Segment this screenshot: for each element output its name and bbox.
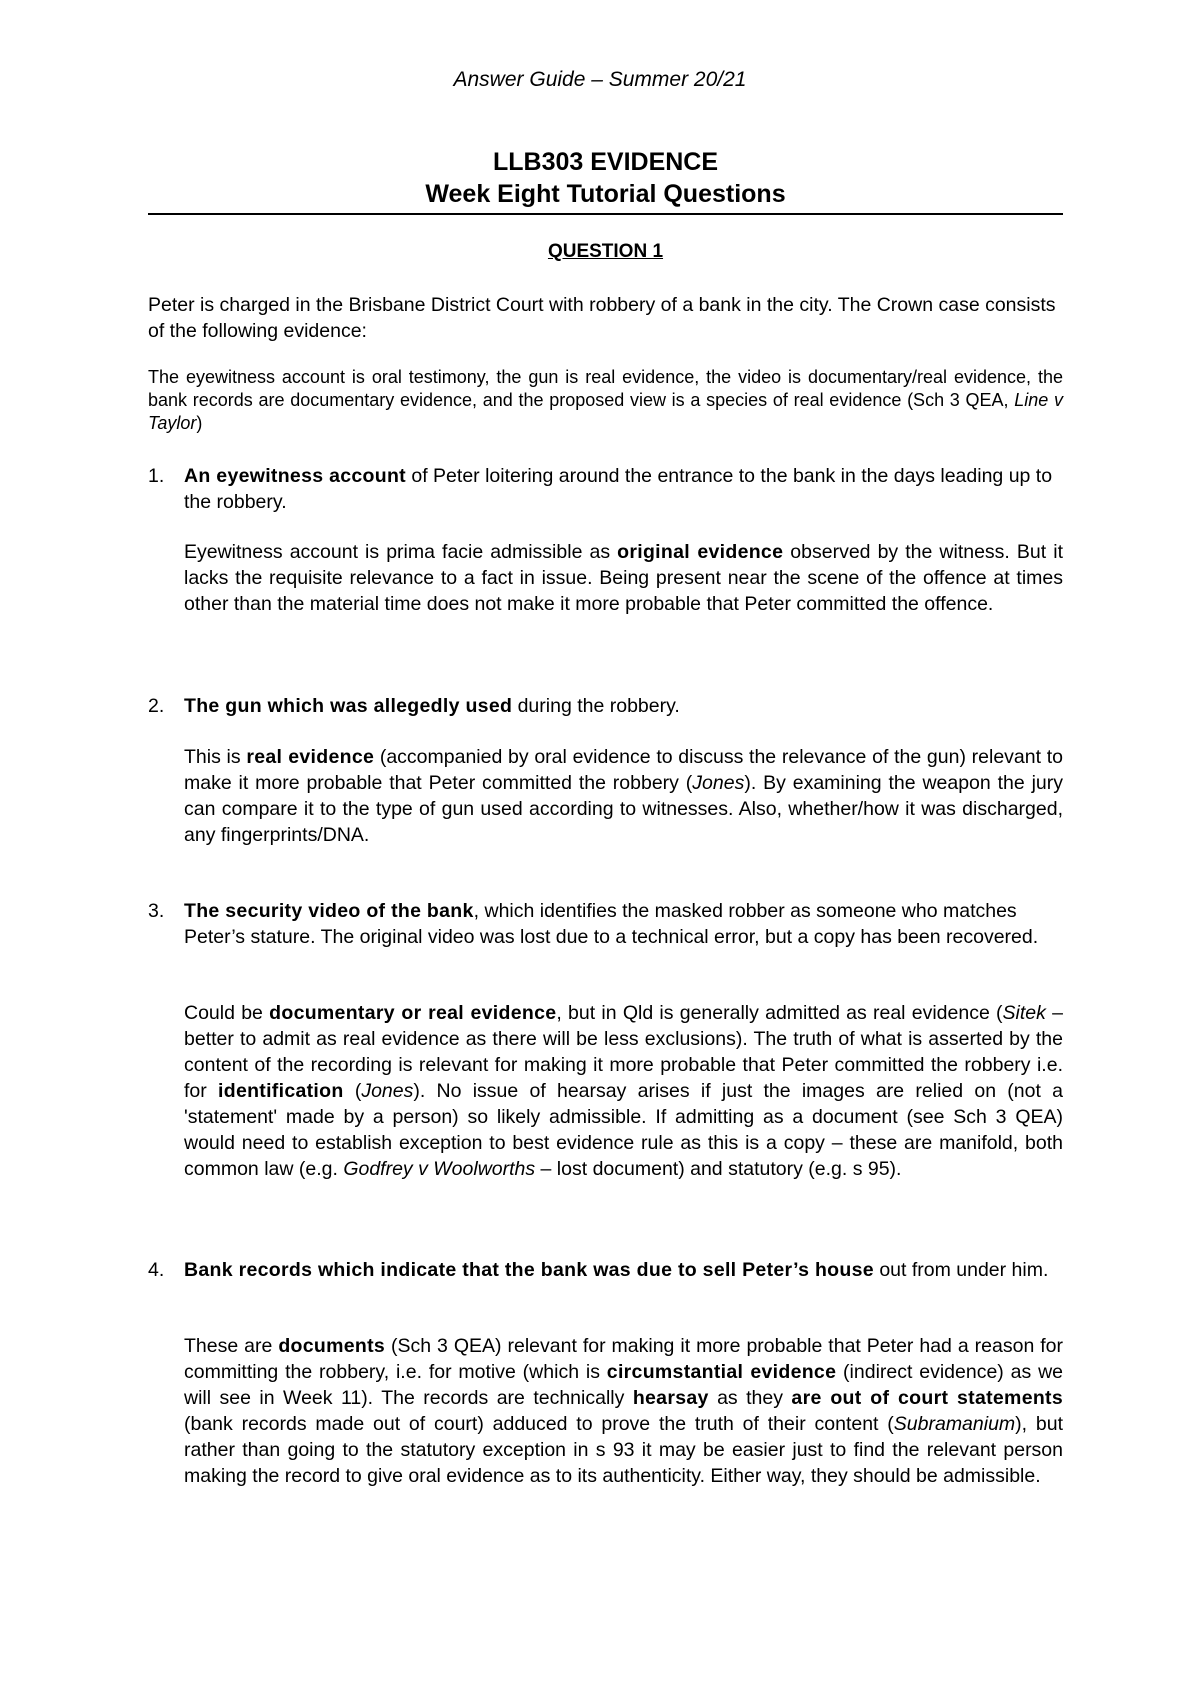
- answer-text: (: [343, 1080, 362, 1102]
- list-item: [148, 693, 1063, 719]
- item-lead: Bank records which indicate that the bank was due to sell Peter’s house: [184, 1259, 874, 1281]
- answer-key-term: circumstantial evidence: [606, 1361, 837, 1383]
- answer-text: Eyewitness account is prima facie admissible as: [184, 541, 618, 563]
- answer-case: Jones: [692, 772, 745, 794]
- item-lead-rest: during the robbery.: [512, 695, 680, 717]
- answer-key-term: original evidence: [617, 541, 784, 563]
- summary-text: The eyewitness account is oral testimony, the gun is real evidence, the video is documentary/real evidence, the bank records are documentary evidence, and the proposed view is a species of real evidence (Sch 3 QEA,: [148, 367, 1063, 410]
- answer-text: These are: [184, 1335, 279, 1357]
- answer-case: Sitek: [1002, 1002, 1046, 1024]
- item-lead: The gun which was allegedly used: [184, 695, 513, 717]
- list-item: [148, 898, 1063, 950]
- item-number: 4.: [148, 1259, 165, 1281]
- item-answer: [184, 744, 1063, 848]
- course-title: LLB303 EVIDENCE: [492, 148, 719, 176]
- answer-text: as they: [708, 1387, 792, 1409]
- answer-text: ), but rather than going to the statutory exception in s 93 it may be easier just to find the relevant person making the record to give oral evidence as to its authenticity. Either way, they should be admissible.: [184, 1413, 1064, 1487]
- answer-case: Jones: [361, 1080, 414, 1102]
- answer-key-term: are out of court statements: [791, 1387, 1063, 1409]
- answer-text: observed by the witness. But it lacks the requisite relevance to a fact in issue. Being present near the scene of the offence at times other than the material time does not make it more probable that Peter committed the offence.: [184, 541, 1064, 615]
- summary-end: ): [196, 413, 203, 433]
- answer-text: – lost document) and statutory (e.g. s 95).: [535, 1158, 902, 1180]
- item-answer: [184, 539, 1063, 617]
- tutorial-title: Week Eight Tutorial Questions: [425, 180, 786, 208]
- question-heading: QUESTION 1: [547, 241, 664, 262]
- answer-text: – better to admit as real evidence as there will be less exclusions). The truth of what is asserted by the content of the recording is relevant for making it more probable that Peter committed the robbery i.e. for: [184, 1002, 1063, 1102]
- answer-text: ). By examining the weapon the jury can compare it to the type of gun used according to witnesses. Also, whether/how it was discharged, any fingerprints/DNA.: [184, 772, 1063, 846]
- item-number: 1.: [148, 465, 165, 487]
- item-answer: [184, 1333, 1063, 1489]
- answer-text: ). No issue of hearsay arises if just the images are relied on (not a 'statement' made by a person) so likely admissible. If admitting as a document (see Sch 3 QEA) would need to establish exception to best evidence rule as this is a copy – these are manifold, both common law (e.g.: [184, 1080, 1063, 1180]
- item-number: 3.: [148, 900, 165, 922]
- item-lead: The security video of the bank: [184, 900, 474, 922]
- answer-text: (accompanied by oral evidence to discuss the relevance of the gun) relevant to make it more probable that Peter committed the robbery (: [184, 746, 1063, 794]
- item-lead: An eyewitness account: [184, 465, 406, 487]
- item-lead-rest: of Peter loitering around the entrance to the bank in the days leading up to the robbery.: [184, 465, 1053, 513]
- answer-case: Godfrey v Woolworths: [343, 1158, 536, 1180]
- answer-case: Subramanium: [893, 1413, 1016, 1435]
- answer-text: , but in Qld is generally admitted as real evidence (: [556, 1002, 1003, 1024]
- answer-guide-header: Answer Guide – Summer 20/21: [453, 68, 747, 91]
- answer-text: (bank records made out of court) adduced to prove the truth of their content (: [184, 1413, 894, 1435]
- answer-key-term: documents: [278, 1335, 386, 1357]
- list-item: [148, 463, 1063, 515]
- evidence-summary: [148, 366, 1063, 435]
- answer-key-term: hearsay: [632, 1387, 709, 1409]
- item-lead-rest: out from under him.: [873, 1259, 1049, 1281]
- item-answer: [184, 1000, 1063, 1182]
- item-number: 2.: [148, 695, 165, 717]
- question-intro: Peter is charged in the Brisbane District Court with robbery of a bank in the city. The Crown case consists of the following evidence:: [148, 294, 1056, 342]
- answer-text: (Sch 3 QEA) relevant for making it more probable that Peter had a reason for committing the robbery, i.e. for motive (which is: [184, 1335, 1064, 1383]
- summary-case: Line v Taylor: [148, 390, 1063, 433]
- answer-key-term: identification: [218, 1080, 344, 1102]
- answer-text: (indirect evidence) as we will see in Week 11). The records are technically: [184, 1361, 1063, 1409]
- list-item: [148, 1257, 1063, 1283]
- answer-key-term: real evidence: [246, 746, 375, 768]
- answer-key-term: documentary or real evidence: [269, 1002, 557, 1024]
- answer-text: This is: [184, 746, 247, 768]
- title-divider: [148, 213, 1063, 215]
- answer-text: Could be: [184, 1002, 270, 1024]
- item-lead-rest: , which identifies the masked robber as someone who matches Peter’s stature. The original video was lost due to a technical error, but a copy has been recovered.: [184, 900, 1039, 948]
